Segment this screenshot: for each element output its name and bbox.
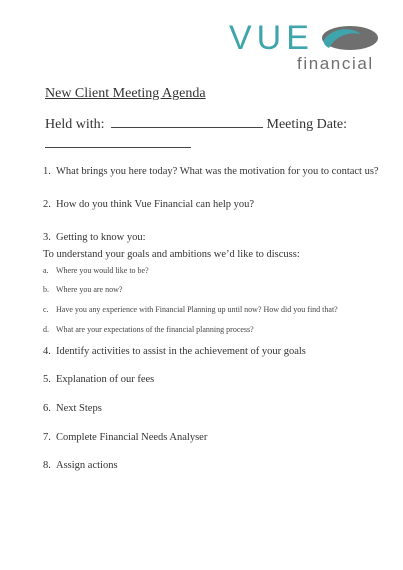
meeting-date-label: Meeting Date: (266, 117, 347, 132)
sub-item (43, 305, 338, 314)
agenda-item-number: 7. (43, 432, 51, 443)
agenda-item-text: Getting to know you: (56, 232, 146, 243)
agenda-item (43, 403, 102, 414)
sub-item (43, 285, 122, 294)
agenda-item-text: How do you think Vue Financial can help you? (56, 199, 255, 210)
meeting-info-line (45, 117, 347, 133)
held-with-blank-line (111, 126, 263, 128)
agenda-item (43, 432, 207, 443)
agenda-item-number: 2. (43, 199, 51, 210)
agenda-item-text: Assign actions (56, 460, 118, 471)
agenda-item (43, 374, 154, 385)
sub-item (43, 325, 254, 334)
agenda-item (43, 232, 146, 243)
logo-wordmark-vue: VUE (229, 19, 314, 57)
held-with-label: Held with: (45, 117, 105, 132)
agenda-item-number: 5. (43, 374, 51, 385)
sub-item-text: Have you any experience with Financial Planning up until now? How did you find that? (56, 305, 338, 314)
sub-item-letter: c. (43, 305, 49, 314)
agenda-item (43, 346, 306, 357)
sub-item-text: What are your expectations of the financial planning process? (56, 325, 254, 334)
swoosh-logo-icon (321, 24, 379, 52)
vue-financial-logo (229, 20, 385, 76)
agenda-item-text: Next Steps (56, 403, 102, 414)
agenda-item-number: 1. (43, 166, 51, 177)
document-title: New Client Meeting Agenda (45, 86, 206, 101)
sub-item-letter: b. (43, 285, 49, 294)
agenda-item-text: Explanation of our fees (56, 374, 155, 385)
agenda-item-number: 4. (43, 346, 51, 357)
agenda-item-text: Identify activities to assist in the achievement of your goals (56, 346, 306, 357)
agenda-item (43, 166, 379, 177)
logo-wordmark-financial: financial (297, 54, 374, 73)
agenda-item-text: Complete Financial Needs Analyser (56, 432, 208, 443)
goals-intro: To understand your goals and ambitions we’d like to discuss: (43, 249, 300, 260)
sub-item-letter: d. (43, 325, 49, 334)
sub-item-letter: a. (43, 266, 49, 275)
meeting-date-blank-line (45, 146, 191, 148)
agenda-item-number: 6. (43, 403, 51, 414)
sub-item-text: Where you are now? (56, 285, 123, 294)
agenda-item (43, 199, 254, 210)
agenda-item-number: 3. (43, 232, 51, 243)
sub-item (43, 266, 149, 275)
agenda-item-text: What brings you here today? What was the motivation for you to contact us? (56, 166, 379, 177)
sub-item-text: Where you would like to be? (56, 266, 149, 275)
agenda-item-number: 8. (43, 460, 51, 471)
agenda-item (43, 460, 118, 471)
